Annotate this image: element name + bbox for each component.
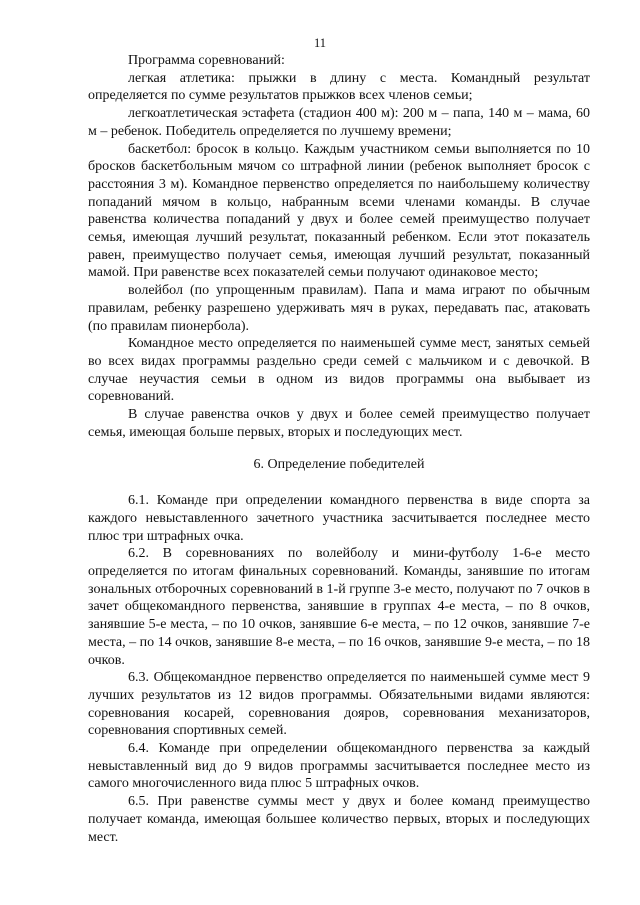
- paragraph-volleyball: волейбол (по упрощенным правилам). Папа и мама играют по обычным правилам, ребенку разрешено удерживать мяч в руках, передавать пас, атаковать (по правилам пионербола).: [88, 283, 590, 334]
- paragraph-relay: легкоатлетическая эстафета (стадион 400 м): 200 м – папа, 140 м – мама, 60 м – ребенок. Победитель определяется по лучшему времени;: [88, 106, 590, 139]
- page-number: 11: [313, 36, 327, 50]
- paragraph-tie-rule: В случае равенства очков у двух и более семей преимущество получает семья, имеющая больше первых, вторых и последующих мест.: [88, 407, 590, 440]
- paragraph-basketball: баскетбол: бросок в кольцо. Каждым участником семьи выполняется по 10 бросков баскетбольным мячом со штрафной линии (ребенок выполняет бросок с расстояния 3 м). Командное первенство определяется по наибольшему количеству попаданий мячом в кольцо, набранным всеми членами команды. В случае равенства количества попаданий у двух и более семей преимущество получает семья, имеющая лучший результат, показанный ребенком. Если этот показатель равен, преимущество получает семья, имеющая лучший результат, показанный мамой. При равенстве всех показателей семьи получают одинаковое место;: [88, 141, 590, 281]
- paragraph-team-place: Командное место определяется по наименьшей сумме мест, занятых семьей во всех видах программы раздельно среди семей с мальчиком и с девочкой. В случае неучастия семьи в одном из видов программы она выбывает из соревнований.: [88, 336, 590, 405]
- paragraph-6-2: 6.2. В соревнованиях по волейболу и мини-футболу 1-6-е место определяется по итогам финальных соревнований. Команды, занявшие по итогам зональных отборочных соревнований в 1-й группе 3-е место, получают по 7 очков в зачет общекомандного первенства, занявшие в группах 4-е места, – по 8 очков, занявшие 5-е места, – по 10 очков, занявшие 6-е места, – по 12 очков, занявшие 7-е места, – по 14 очков, занявшие 8-е места, – по 16 очков, занявшие 9-е места, – по 18 очков.: [88, 546, 590, 668]
- paragraph-6-5: 6.5. При равенстве суммы мест у двух и более команд преимущество получает команда, имеющая большее количество первых, вторых и последующих мест.: [88, 794, 590, 845]
- document-body: [88, 52, 590, 846]
- paragraph-athletics: легкая атлетика: прыжки в длину с места. Командный результат определяется по сумме результатов прыжков всех членов семьи;: [88, 70, 590, 104]
- section-heading: 6. Определение победителей: [253, 457, 425, 473]
- paragraph-6-4: 6.4. Команде при определении общекомандного первенства за каждый невыставленный вид до 9 видов программы засчитывается последнее место из самого многочисленного вида плюс 5 штрафных очков.: [88, 741, 590, 792]
- paragraph-6-3: 6.3. Общекомандное первенство определяется по наименьшей сумме мест 9 лучших результатов из 12 видов программы. Обязательными видами являются: соревнования косарей, соревнования дояров, соревнования механизаторов, соревнования спортивных семей.: [88, 670, 590, 739]
- paragraph-program-title: Программа соревнований:: [128, 53, 285, 68]
- paragraph-6-1: 6.1. Команде при определении командного первенства в виде спорта за каждого невыставленного зачетного участника засчитывается последнее место плюс три штрафных очка.: [88, 493, 590, 544]
